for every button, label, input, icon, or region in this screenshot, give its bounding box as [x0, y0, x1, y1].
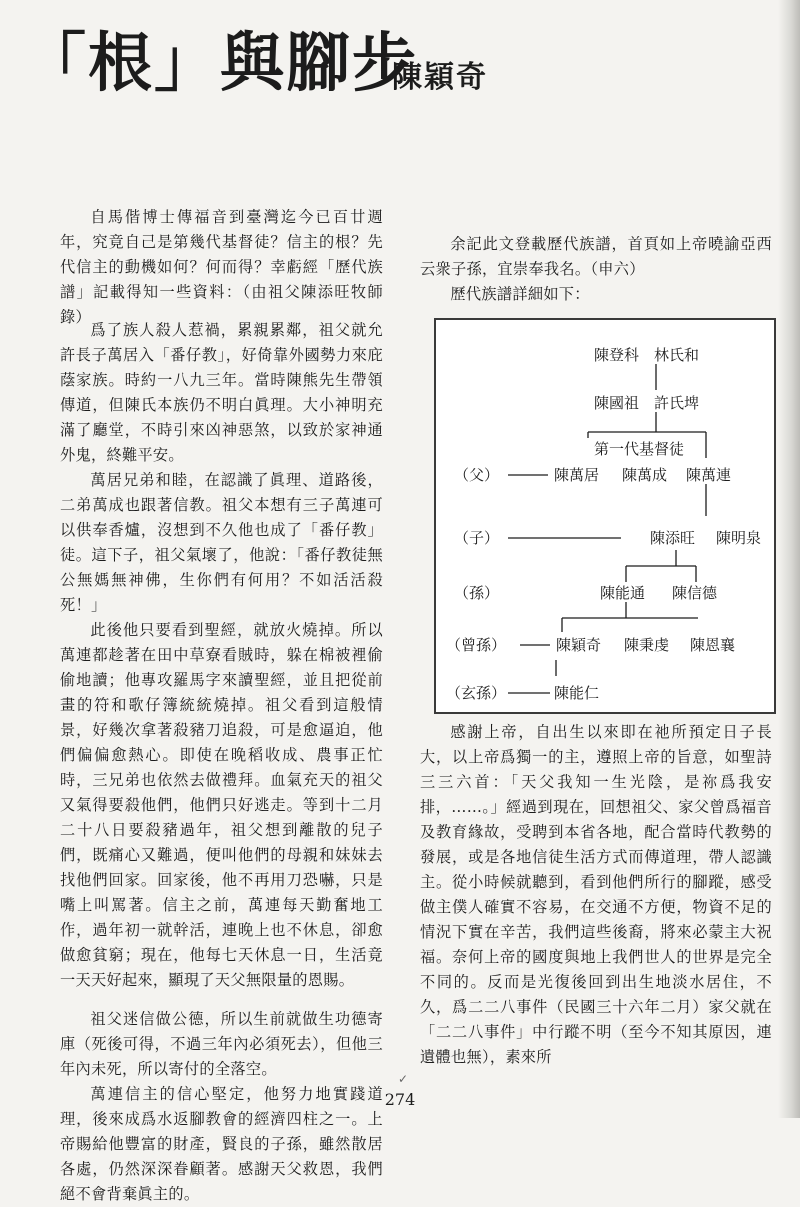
- first-christians-label: 第一代基督徒: [594, 440, 685, 458]
- paragraph-1: 爲了族人殺人惹禍，累親累鄰，祖父就允許長子萬居入「番仔教」，好倚靠外國勢力來庇蔭家族。時約一八九三年。當時陳熊先生帶領傳道，但陳氏本族仍不明白眞理。大小神明充滿了廳堂，不時引來凶神惡煞，以致於家神通外鬼，終難平安。: [60, 321, 383, 464]
- tree-name: 陳穎奇: [556, 636, 602, 654]
- page-number: 274: [384, 1090, 416, 1109]
- generation-label: （父）: [454, 466, 500, 484]
- tree-name: 陳萬居: [554, 466, 600, 484]
- founder-names: 陳登科 林氏和: [594, 346, 700, 364]
- intro-paragraph: [60, 205, 383, 330]
- page-edge-shadow: [778, 0, 800, 1118]
- paragraph-2: 萬居兄弟和睦，在認識了眞理、道路後，二弟萬成也跟著信教。祖父本想有三子萬連可以供奉香爐，沒想到不久他也成了「番仔教」徒。這下子，祖父氣壞了，他說：「番仔教徒無公無媽無神佛，生你們有何用？不如活活殺死！」: [60, 471, 383, 614]
- tree-name: 陳秉虔: [624, 636, 670, 654]
- family-tree-chart: [434, 318, 776, 714]
- right-column: [420, 720, 772, 1070]
- generation-label: （玄孫）: [446, 684, 507, 702]
- left-column: [60, 318, 383, 1207]
- intro-text: 自馬偕博士傳福音到臺灣迄今已百廿週年，究竟自己是第幾代基督徒？信主的根？先代信主的動機如何？何而得？幸虧經「歷代族譜」記載得知一些資料：（由祖父陳添旺牧師錄）: [60, 208, 383, 326]
- tree-name: 陳萬成: [622, 466, 668, 484]
- tree-name: 陳明泉: [716, 529, 762, 547]
- tree-name: 陳能仁: [554, 684, 600, 702]
- tree-name: 陳萬連: [686, 466, 732, 484]
- author-name: 陳穎奇: [392, 60, 488, 95]
- check-mark: ✓: [398, 1072, 409, 1086]
- paragraph-3: 此後他只要看到聖經，就放火燒掉。所以萬連都趁著在田中草寮看賊時，躲在棉被裡偷偷地讀；他專攻羅馬字來讀聖經，並且把從前畫的符和歌仔簿統統燒掉。祖父看到這般情景，好幾次拿著殺豬刀追殺，可是愈逼迫，他們偏偏愈熱心。即使在晚稻收成、農事正忙時，三兄弟也依然去做禮拜。血氣充天的祖父又氣得要殺他們，他們只好逃走。等到十二月二十八日要殺豬過年，祖父想到離散的兒子們，既痛心又難過，便叫他們的母親和妹妹去找他們回家。回家後，他不再用刀恐嚇，只是嘴上叫罵著。信主之前，萬連每天勤奮地工作，過年初一就幹活，連晚上也不休息，卻愈做愈貧窮；現在，他每七天休息一日，生活竟一天天好起來，顯現了天父無限量的恩賜。: [60, 621, 383, 989]
- paragraph-4: 祖父迷信做公德，所以生前就做生功德寄庫（死後可得，不過三年內必須死去），但他三年內未死，所以寄付的全落空。: [60, 1010, 383, 1078]
- right-intro: [420, 232, 772, 307]
- generation-label: （曾孫）: [446, 636, 507, 654]
- right-paragraph: 感謝上帝，自出生以來即在祂所預定日子長大，以上帝爲獨一的主，遵照上帝的旨意，如聖詩三三六首：「天父我知一生光陰，是祢爲我安排，……。」經過到現在，回想祖父、家父曾爲福音及教育緣故，受聘到本省各地，配合當時代教勢的發展，或是各地信徒生活方式而傳道理，帶人認識主。從小時候就聽到，看到他們所行的腳蹤，感受做主僕人確實不容易，在交通不方便，物資不足的情況下實在辛苦，我們這些後裔，將來必蒙主大祝福。奈何上帝的國度與地上我們世人的世界是完全不同的。反而是光復後回到出生地淡水居住，不久，爲二二八事件（民國三十六年二月）家父就在「二二八事件」中行蹤不明（至今不知其原因，連遺體也無），素來所: [420, 723, 772, 1066]
- tree-name: 陳恩襄: [690, 636, 736, 654]
- tree-name: 陳能通: [600, 584, 646, 602]
- generation-label: （子）: [454, 529, 500, 547]
- right-intro-1: 余記此文登載歷代族譜，首頁如上帝曉諭亞西云衆子孫，宜崇奉我名。（申六）: [420, 235, 772, 278]
- generation-label: （孫）: [454, 584, 500, 602]
- paragraph-5: 萬連信主的信心堅定，他努力地實踐道理，後來成爲水返腳教會的經濟四柱之一。上帝賜給他豐富的財產，賢良的子孫，雖然散居各處，仍然深深眷顧著。感謝天父救恩，我們絕不會背棄眞主的。: [60, 1085, 383, 1203]
- article-title: 「根」與腳步: [22, 26, 418, 101]
- tree-name: 陳信德: [672, 584, 718, 602]
- right-intro-2: 歷代族譜詳細如下：: [450, 285, 590, 303]
- second-generation-names: 陳國祖 許氏埤: [594, 394, 700, 412]
- tree-name: 陳添旺: [650, 529, 696, 547]
